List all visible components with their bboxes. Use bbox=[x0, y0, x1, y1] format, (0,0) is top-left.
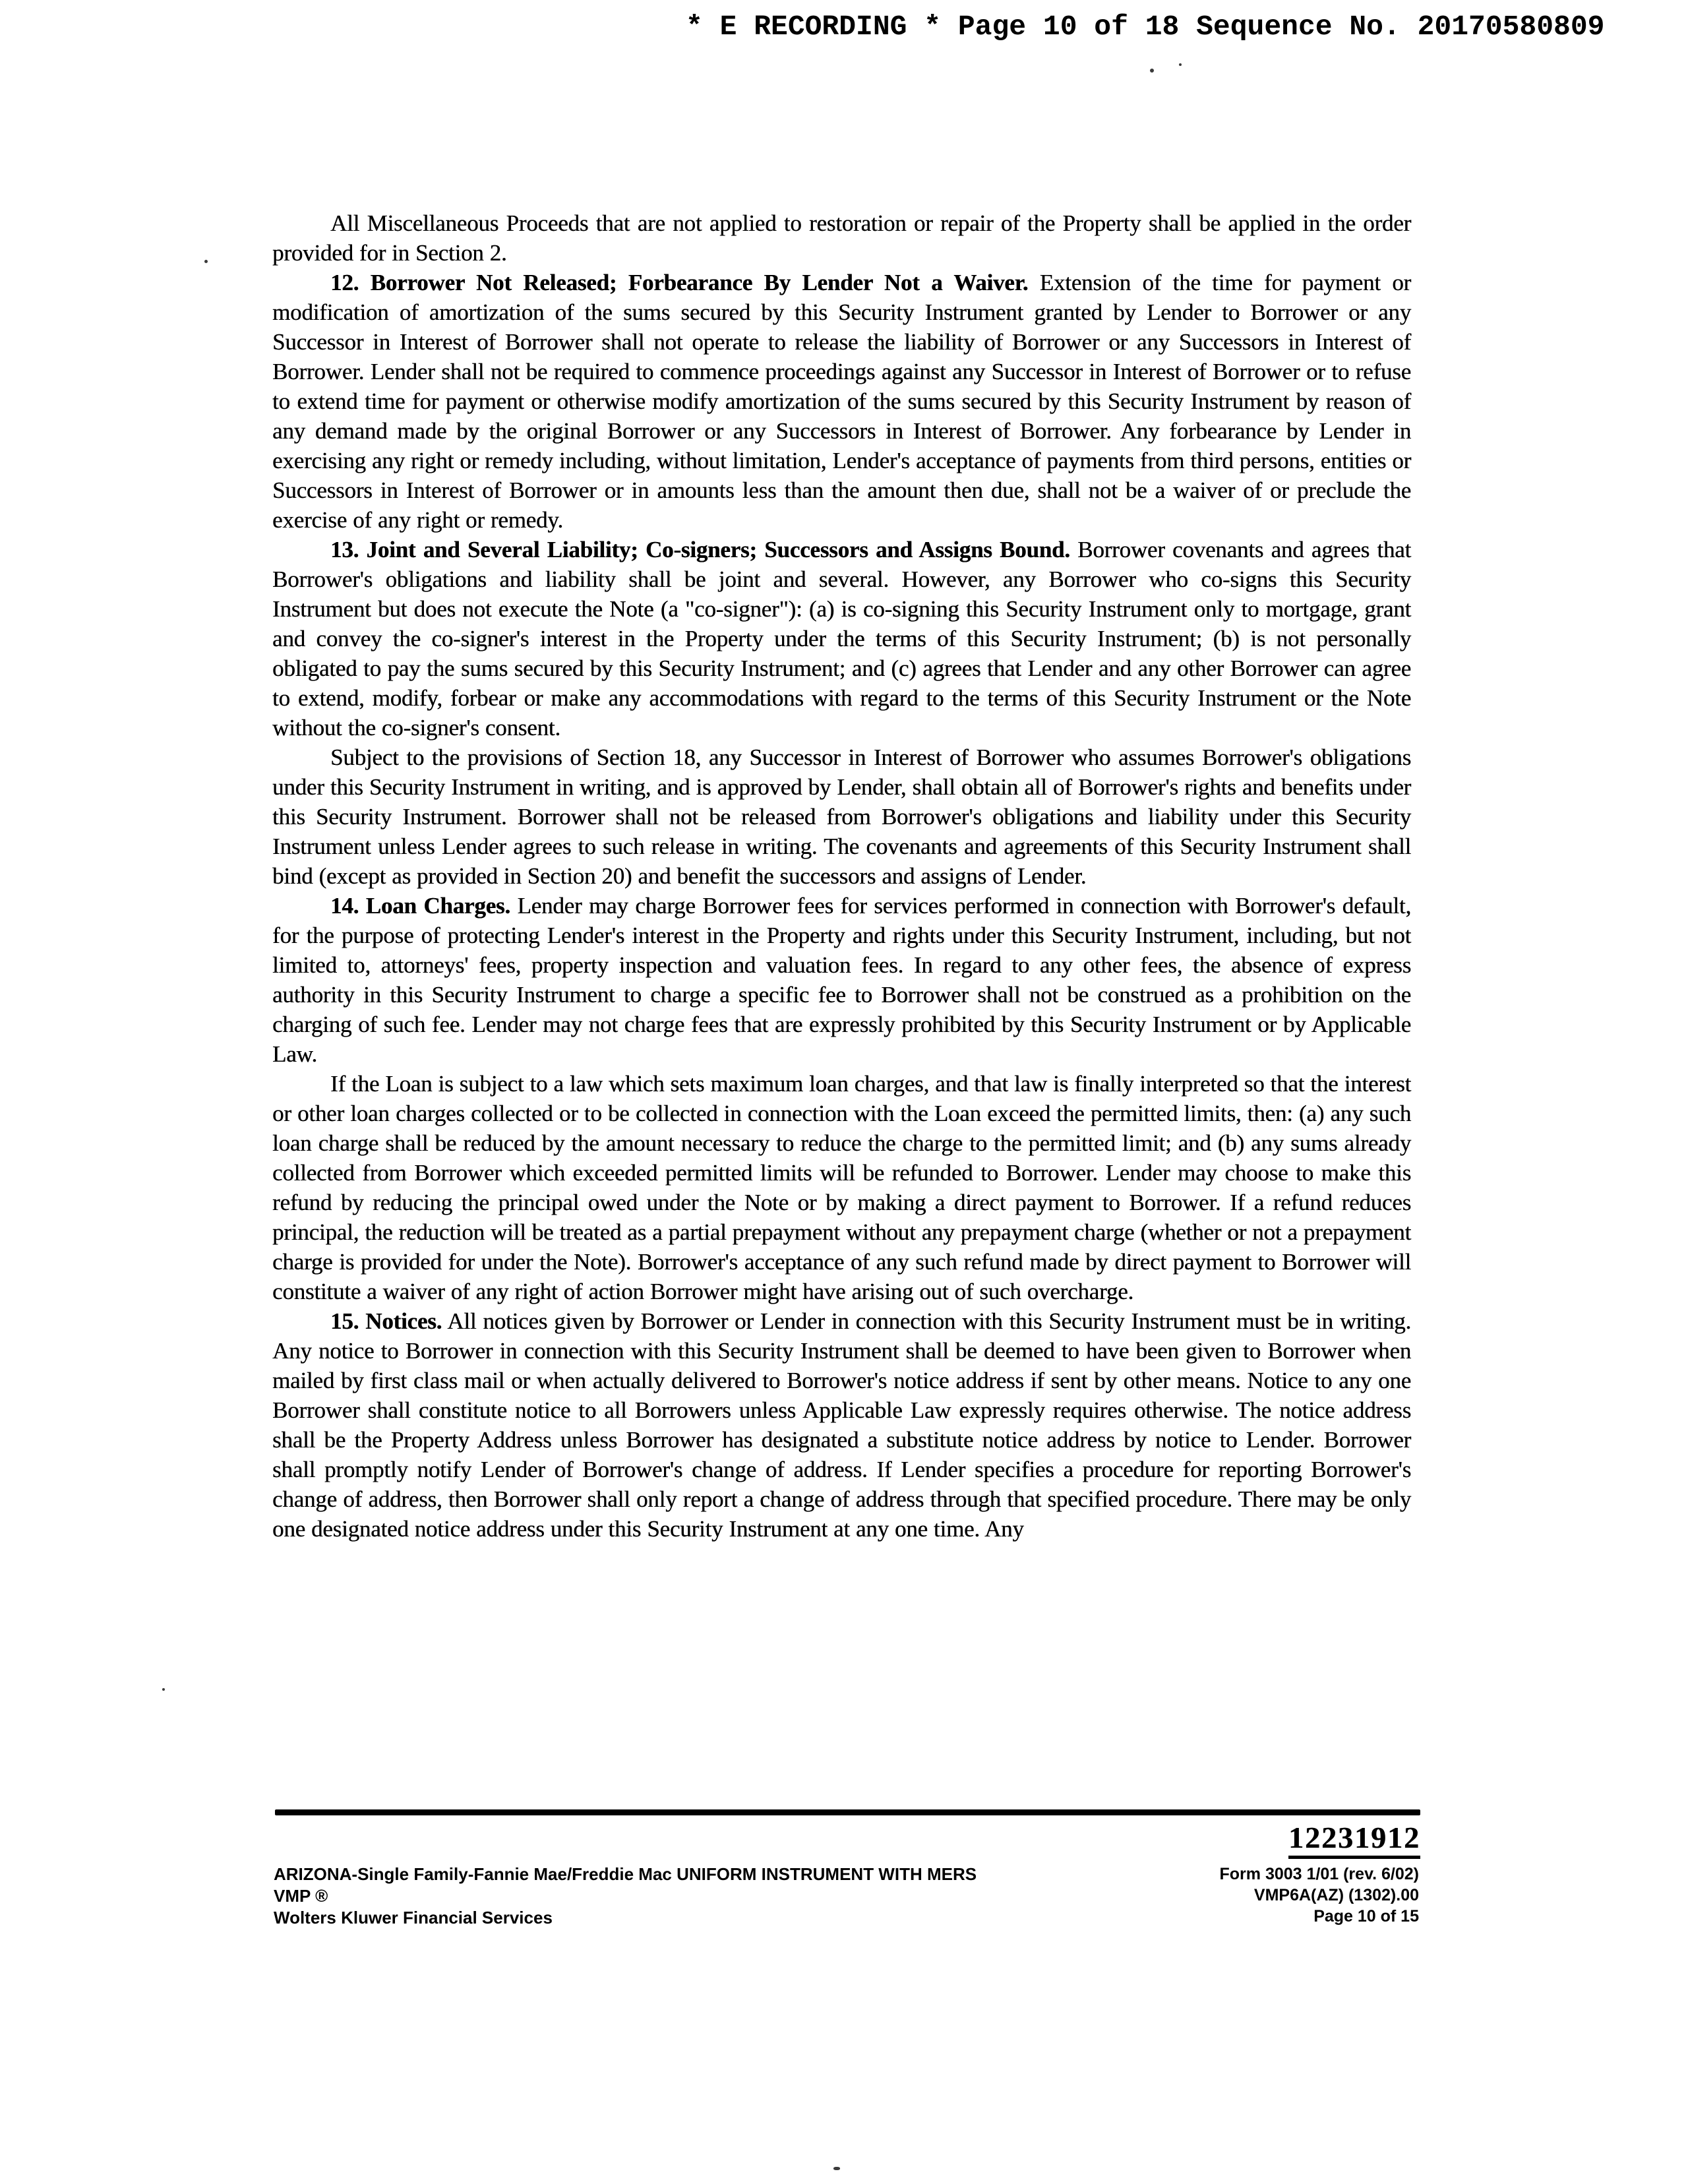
paragraph-text: Lender may charge Borrower fees for services performed in connection with Borrower's default, for the purpose of protecting Lender's interest in the Property and rights under this Security Instrument, including, but not limited to, attorneys' fees, property inspection and valuation fees. In regard to any other fees, the absence of express authority in this Security Instrument to charge a specific fee to Borrower shall not be construed as a prohibition on the charging of such fee. Lender may not charge fees that are expressly prohibited by this Security Instrument or by Applicable Law. bbox=[272, 893, 1411, 1067]
paragraph-heading: 14. Loan Charges. bbox=[330, 893, 510, 919]
paragraph-heading: 15. Notices. bbox=[330, 1308, 442, 1334]
document-footer bbox=[274, 1864, 1419, 1929]
footer-vmp-code: VMP6A(AZ) (1302).00 bbox=[1253, 1886, 1419, 1904]
paragraph bbox=[272, 1069, 1411, 1306]
paragraph-text: Borrower covenants and agrees that Borrower's obligations and liability shall be joint and several. However, any Borrower who co-signs this Security Instrument but does not execute the Note (a "co-signer"): (a) is co-signing this Security Instrument only to mortgage, grant and convey the co-signer's interest in the Property under the terms of this Security Instrument; (b) is not personally obligated to pay the sums secured by this Security Instrument; and (c) agrees that Lender and any other Borrower can agree to extend, modify, forbear or make any accommodations with regard to the terms of this Security Instrument or the Note without the co-signer's consent. bbox=[272, 537, 1411, 741]
paragraph-text: Subject to the provisions of Section 18, any Successor in Interest of Borrower who assumes Borrower's obligations under this Security Instrument in writing, and is approved by Lender, shall obtain all of Borrower's rights and benefits under this Security Instrument. Borrower shall not be released from Borrower's obligations and liability under this Security Instrument unless Lender agrees to such release in writing. The covenants and agreements of this Security Instrument shall bind (except as provided in Section 20) and benefit the successors and assigns of Lender. bbox=[272, 744, 1411, 889]
footer-form-name: ARIZONA-Single Family-Fannie Mae/Freddie Mac UNIFORM INSTRUMENT WITH MERS bbox=[274, 1864, 977, 1884]
paragraph-text: Extension of the time for payment or modification of amortization of the sums secured by this Security Instrument granted by Lender to Borrower or any Successor in Interest of Borrower shall not operate to release the liability of Borrower or any Successors in Interest of Borrower. Lender shall not be required to commence proceedings against any Successor in Interest of Borrower or to refuse to extend time for payment or otherwise modify amortization of the sums secured by this Security Instrument by reason of any demand made by the original Borrower or any Successors in Interest of Borrower. Any forbearance by Lender in exercising any right or remedy including, without limitation, Lender's acceptance of payments from third persons, entities or Successors in Interest of Borrower or in amounts less than the amount then due, shall not be a waiver of or preclude the exercise of any right or remedy. bbox=[272, 270, 1411, 533]
paragraph bbox=[272, 743, 1411, 891]
footer-page-number: Page 10 of 15 bbox=[1313, 1907, 1419, 1926]
footer-right-block bbox=[1220, 1864, 1420, 1927]
e-recording-stamp: * E RECORDING * Page 10 of 18 Sequence No. 20170580809 bbox=[686, 11, 1605, 43]
paragraph-heading: 12. Borrower Not Released; Forbearance By Lender Not a Waiver. bbox=[330, 270, 1029, 295]
paragraph-text: All Miscellaneous Proceeds that are not applied to restoration or repair of the Property shall be applied in the order provided for in Section 2. bbox=[272, 210, 1411, 266]
footer-divider-rule bbox=[275, 1809, 1420, 1815]
paragraph bbox=[272, 891, 1411, 1069]
scan-speck bbox=[204, 260, 208, 263]
paragraph-text: If the Loan is subject to a law which sets maximum loan charges, and that law is finally interpreted so that the interest or other loan charges collected or to be collected in connection with the Loan exceed the permitted limits, then: (a) any such loan charge shall be reduced by the amount necessary to reduce the charge to the permitted limit; and (b) any sums already collected from Borrower which exceeded permitted limits will be refunded to Borrower. Lender may choose to make this refund by reducing the principal owed under the Note or by making a direct payment to Borrower. If a refund reduces principal, the reduction will be treated as a partial prepayment without any prepayment charge (whether or not a prepayment charge is provided for under the Note). Borrower's acceptance of any such refund made by direct payment to Borrower will constitute a waiver of any right of action Borrower might have arising out of such overcharge. bbox=[272, 1071, 1411, 1304]
footer-left-block bbox=[274, 1864, 977, 1929]
paragraph-text: All notices given by Borrower or Lender in connection with this Security Instrument must be in writing. Any notice to Borrower in connection with this Security Instrument shall be deemed to have been given to Borrower when mailed by first class mail or when actually delivered to Borrower's notice address if sent by other means. Notice to any one Borrower shall constitute notice to all Borrowers unless Applicable Law expressly requires otherwise. The notice address shall be the Property Address unless Borrower has designated a substitute notice address by notice to Lender. Borrower shall promptly notify Lender of Borrower's change of address. If Lender specifies a procedure for reporting Borrower's change of address, then Borrower shall only report a change of address through that specified procedure. There may be only one designated notice address under this Security Instrument at any one time. Any bbox=[272, 1308, 1411, 1542]
scan-speck bbox=[1150, 69, 1154, 73]
scan-speck bbox=[162, 1688, 165, 1691]
footer-vmp: VMP ® bbox=[274, 1886, 328, 1906]
paragraph bbox=[272, 535, 1411, 743]
footer-form-number: Form 3003 1/01 (rev. 6/02) bbox=[1219, 1865, 1419, 1883]
paragraph bbox=[272, 208, 1411, 268]
paragraph-heading: 13. Joint and Several Liability; Co-signers; Successors and Assigns Bound. bbox=[330, 537, 1070, 562]
footer-publisher: Wolters Kluwer Financial Services bbox=[274, 1908, 553, 1927]
document-body bbox=[272, 208, 1411, 1544]
scan-speck bbox=[833, 2167, 840, 2170]
paragraph bbox=[272, 268, 1411, 535]
loan-doc-number: 12231912 bbox=[1288, 1820, 1420, 1859]
scan-speck bbox=[1179, 63, 1182, 66]
paragraph bbox=[272, 1306, 1411, 1544]
